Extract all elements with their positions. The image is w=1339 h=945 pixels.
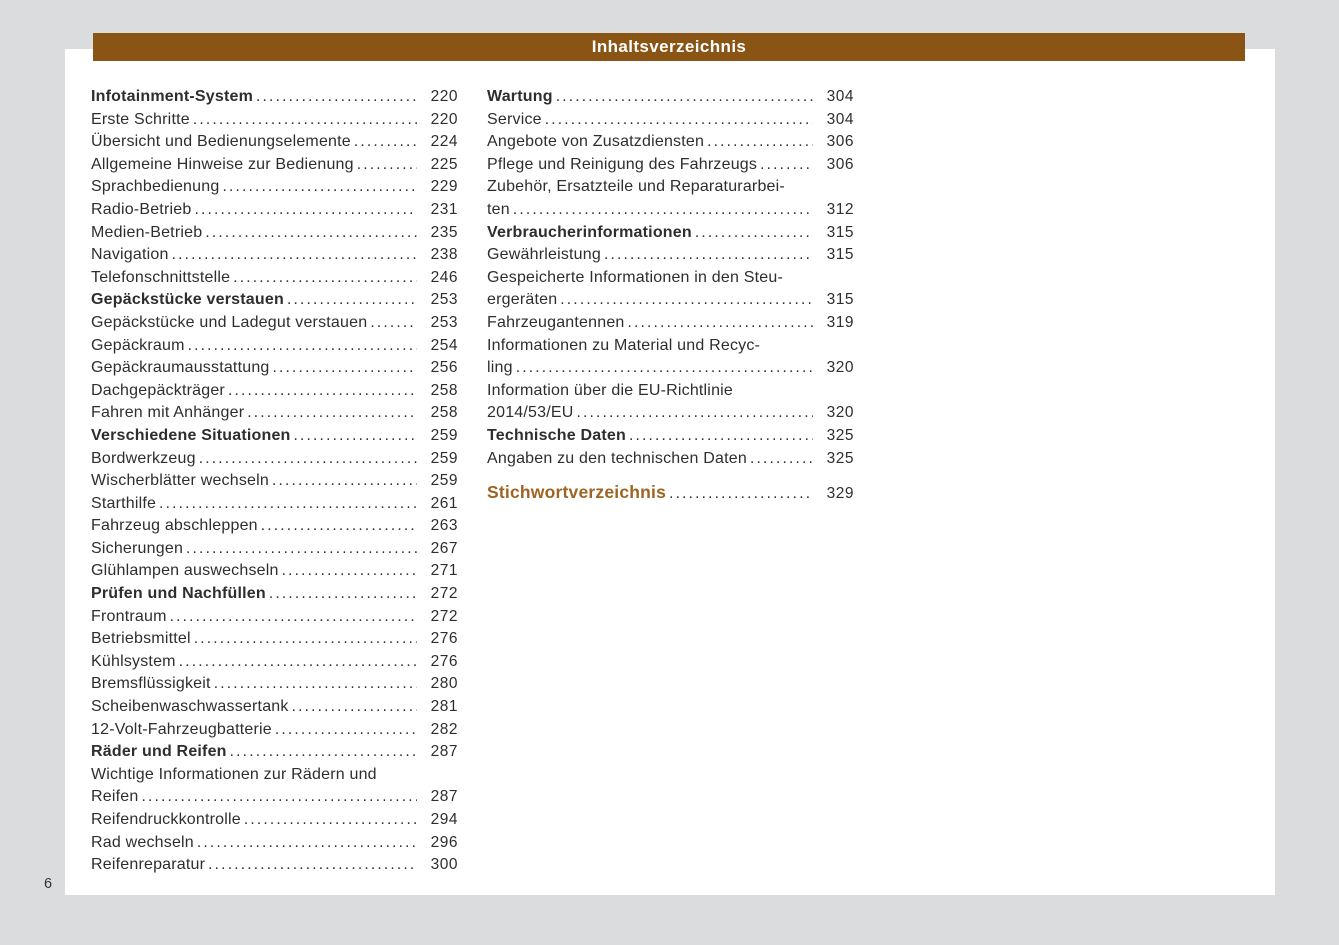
toc-entry-page-number: 287 (430, 788, 458, 806)
toc-entry-page-number: 235 (430, 223, 458, 241)
toc-entry (91, 673, 458, 696)
toc-entry-dot-leader (233, 267, 417, 290)
toc-entry-page-number: 312 (826, 200, 854, 218)
toc-entry-label: Rad wechseln (91, 833, 194, 851)
toc-entry (487, 244, 854, 267)
toc-entry-page-number: 304 (826, 88, 854, 105)
toc-entry-page-number: 320 (826, 359, 854, 377)
toc-entry (487, 154, 854, 177)
toc-header-bar (93, 33, 1245, 61)
toc-entry-label: Glühlampen auswechseln (91, 562, 279, 580)
toc-entry (91, 832, 458, 855)
toc-entry-label: Fahrzeug abschleppen (91, 517, 258, 535)
toc-entry-dot-leader (170, 606, 417, 629)
toc-entry-dot-leader (287, 289, 417, 312)
toc-entry (91, 606, 458, 629)
toc-entry (91, 764, 458, 787)
toc-entry-dot-leader (230, 741, 417, 764)
toc-entry-label: Wischerblätter wechseln (91, 472, 269, 490)
toc-entry-page-number: 254 (430, 336, 458, 354)
toc-entry-page-number: 258 (430, 404, 458, 422)
toc-entry-page-number: 281 (430, 698, 458, 716)
toc-entry-dot-leader (545, 109, 813, 132)
toc-entry-dot-leader (186, 538, 417, 561)
toc-entry-dot-leader (256, 86, 417, 109)
toc-entry (91, 719, 458, 742)
toc-entry-page-number: 220 (430, 88, 458, 105)
toc-entry-label: Wichtige Informationen zur Rädern und (91, 765, 377, 783)
toc-entry-label: Reifenreparatur (91, 856, 206, 874)
toc-entry (91, 289, 458, 312)
toc-entry (91, 696, 458, 719)
toc-entry-label: Radio-Betrieb (91, 200, 192, 218)
toc-entry-label: Navigation (91, 246, 169, 264)
toc-entry-page-number: 225 (430, 155, 458, 173)
toc-entry-page-number: 325 (826, 426, 854, 444)
toc-entry (487, 380, 854, 403)
toc-entry (91, 357, 458, 380)
toc-entry (91, 448, 458, 471)
toc-entry-label: Frontraum (91, 607, 167, 625)
toc-entry-page-number: 229 (430, 178, 458, 196)
toc-entry-dot-leader (222, 176, 417, 199)
toc-entry-dot-leader (228, 380, 417, 403)
toc-entry-dot-leader (294, 425, 417, 448)
toc-entry-dot-leader (292, 696, 417, 719)
toc-entry-label: 2014/53/EU (487, 404, 574, 422)
toc-entry-label: Bordwerkzeug (91, 449, 196, 467)
toc-entry (91, 493, 458, 516)
page-number: 6 (44, 876, 53, 892)
toc-entry (91, 425, 458, 448)
toc-entry (91, 267, 458, 290)
toc-entry-page-number: 253 (430, 313, 458, 331)
toc-entry (487, 86, 854, 109)
toc-entry-label: Pflege und Reinigung des Fahrzeugs (487, 155, 758, 173)
toc-entry-page-number: 259 (430, 472, 458, 490)
toc-entry-label: Sicherungen (91, 539, 184, 557)
toc-entry-page-number: 263 (430, 517, 458, 535)
toc-entry-label: Information über die EU-Richtlinie (487, 381, 734, 399)
toc-entry-page-number: 306 (826, 133, 854, 151)
toc-entry (91, 109, 458, 132)
toc-entry (487, 222, 854, 245)
toc-entry (91, 312, 458, 335)
toc-entry (91, 402, 458, 425)
toc-entry (91, 583, 458, 606)
toc-entry (91, 176, 458, 199)
toc-entry-dot-leader (208, 854, 417, 877)
toc-entry-label: Erste Schritte (91, 110, 190, 128)
toc-entry-page-number: 259 (430, 426, 458, 444)
toc-entry-page-number: 261 (430, 494, 458, 512)
toc-entry-label: Gepäckstücke verstauen (91, 291, 284, 309)
toc-entry-label: Gepäckstücke und Ladegut verstauen (91, 313, 368, 331)
toc-entry-dot-leader (370, 312, 417, 335)
toc-entry-label: Stichwortverzeichnis (487, 482, 667, 503)
toc-entry-label: Allgemeine Hinweise zur Bedienung (91, 155, 354, 173)
toc-entry (487, 267, 854, 290)
toc-entry-dot-leader (141, 786, 417, 809)
toc-entry (487, 448, 854, 471)
toc-entry-label: Medien-Betrieb (91, 223, 203, 241)
toc-entry-page-number: 246 (430, 268, 458, 286)
toc-entry-page-number: 231 (430, 200, 458, 218)
toc-entry-dot-leader (604, 244, 813, 267)
toc-entry (487, 109, 854, 132)
toc-entry-label: ten (487, 200, 510, 218)
toc-entry (91, 380, 458, 403)
toc-entry-page-number: 258 (430, 381, 458, 399)
toc-entry-dot-leader (628, 312, 813, 335)
toc-entry-label: Gepäckraumausstattung (91, 359, 270, 377)
toc-entry (91, 222, 458, 245)
toc-entry-page-number: 256 (430, 359, 458, 377)
toc-entry-label: Technische Daten (487, 426, 626, 444)
toc-entry-page-number: 276 (430, 630, 458, 648)
toc-entry-dot-leader (354, 131, 417, 154)
toc-entry-page-number: 315 (826, 246, 854, 264)
toc-entry (487, 357, 854, 380)
toc-entry-page-number: 280 (430, 675, 458, 693)
toc-entry-label: Prüfen und Nachfüllen (91, 585, 266, 603)
toc-entry-label: Gespeicherte Informationen in den Steu- (487, 268, 783, 286)
toc-entry-dot-leader (194, 199, 417, 222)
toc-entry-label: Zubehör, Ersatzteile und Reparaturarbei- (487, 178, 785, 196)
toc-entry-page-number: 306 (826, 155, 854, 173)
toc-entry-label: ergeräten (487, 291, 558, 309)
toc-entry-page-number: 276 (430, 652, 458, 670)
toc-entry (91, 854, 458, 877)
toc-entry-label: Übersicht und Bedienungselemente (91, 133, 351, 151)
toc-entry-page-number: 272 (430, 607, 458, 625)
toc-entry-label: 12-Volt-Fahrzeugbatterie (91, 720, 272, 738)
toc-entry-page-number: 272 (430, 585, 458, 603)
toc-entry-page-number: 282 (430, 720, 458, 738)
toc-entry-dot-leader (273, 357, 417, 380)
toc-entry-dot-leader (261, 515, 417, 538)
toc-entry-label: Gepäckraum (91, 336, 185, 354)
toc-entry (91, 154, 458, 177)
toc-entry-dot-leader (244, 809, 417, 832)
toc-entry-dot-leader (247, 402, 417, 425)
toc-entry (91, 470, 458, 493)
toc-entry-dot-leader (193, 109, 417, 132)
toc-entry (91, 786, 458, 809)
toc-entry (91, 651, 458, 674)
toc-entry-label: Fahrzeugantennen (487, 313, 625, 331)
toc-entry-page-number: 267 (430, 539, 458, 557)
toc-entry-label: Verbraucherinformationen (487, 223, 692, 241)
toc-entry-label: Bremsflüssigkeit (91, 675, 211, 693)
toc-entry-dot-leader (695, 222, 813, 245)
toc-entry (91, 86, 458, 109)
toc-entry-dot-leader (188, 335, 417, 358)
toc-entry-dot-leader (760, 154, 813, 177)
toc-entry-dot-leader (357, 154, 417, 177)
toc-entry-dot-leader (269, 583, 417, 606)
toc-entry-label: Scheibenwaschwassertank (91, 698, 289, 716)
toc-entry (487, 312, 854, 335)
toc-entry-page-number: 319 (826, 313, 854, 331)
toc-entry-label: Sprachbedienung (91, 178, 220, 196)
toc-entry-label: Reifen (91, 788, 139, 806)
toc-entry-dot-leader (560, 289, 813, 312)
toc-entry-dot-leader (272, 470, 417, 493)
toc-entry-page-number: 253 (430, 291, 458, 309)
toc-entry-label: Wartung (487, 88, 553, 105)
toc-column-right (487, 86, 854, 507)
toc-entry-label: Starthilfe (91, 494, 157, 512)
toc-entry-dot-leader (513, 199, 813, 222)
toc-entry-label: Telefonschnittstelle (91, 268, 231, 286)
toc-entry-dot-leader (556, 86, 813, 109)
toc-entry-page-number: 304 (826, 110, 854, 128)
toc-entry-page-number: 238 (430, 246, 458, 264)
toc-entry-page-number: 224 (430, 133, 458, 151)
toc-entry (487, 425, 854, 448)
toc-entry (91, 741, 458, 764)
toc-entry-dot-leader (194, 628, 417, 651)
toc-entry (487, 289, 854, 312)
toc-entry-dot-leader (172, 244, 417, 267)
toc-entry-dot-leader (516, 357, 813, 380)
toc-entry-page-number: 300 (430, 856, 458, 874)
toc-entry (91, 538, 458, 561)
toc-entry (91, 131, 458, 154)
toc-entry-label: Informationen zu Material und Recyc- (487, 336, 761, 354)
toc-entry-page-number: 220 (430, 110, 458, 128)
toc-entry (487, 176, 854, 199)
toc-column-left (91, 86, 458, 877)
toc-entry-dot-leader (199, 448, 417, 471)
toc-entry (487, 481, 854, 507)
toc-entry-dot-leader (275, 719, 417, 742)
toc-entry (91, 560, 458, 583)
toc-entry-dot-leader (669, 483, 813, 506)
toc-entry-page-number: 296 (430, 833, 458, 851)
toc-entry (487, 131, 854, 154)
toc-entry-dot-leader (577, 402, 813, 425)
toc-entry-label: Angebote von Zusatzdiensten (487, 133, 705, 151)
toc-entry-page-number: 329 (826, 485, 854, 503)
toc-entry-page-number: 259 (430, 449, 458, 467)
toc-entry (91, 199, 458, 222)
toc-entry-label: Infotainment-System (91, 88, 254, 105)
toc-entry-label: ling (487, 359, 513, 377)
toc-entry (91, 628, 458, 651)
toc-entry-label: Verschiedene Situationen (91, 426, 291, 444)
toc-entry-label: Kühlsystem (91, 652, 176, 670)
toc-entry-label: Räder und Reifen (91, 743, 227, 761)
toc-entry-label: Fahren mit Anhänger (91, 404, 245, 422)
toc-entry-page-number: 315 (826, 223, 854, 241)
toc-entry-page-number: 315 (826, 291, 854, 309)
toc-entry (91, 244, 458, 267)
toc-entry-dot-leader (750, 448, 813, 471)
toc-entry (487, 335, 854, 358)
toc-entry-label: Service (487, 110, 542, 128)
toc-entry-dot-leader (707, 131, 813, 154)
toc-entry-label: Gewährleistung (487, 246, 601, 264)
toc-entry-page-number: 287 (430, 743, 458, 761)
toc-entry-page-number: 320 (826, 404, 854, 422)
toc-entry (487, 199, 854, 222)
toc-entry-label: Angaben zu den technischen Daten (487, 449, 747, 467)
toc-entry-label: Reifendruckkontrolle (91, 811, 241, 828)
toc-entry-dot-leader (159, 493, 417, 516)
toc-entry-dot-leader (205, 222, 417, 245)
toc-entry-dot-leader (179, 651, 417, 674)
toc-entry-dot-leader (282, 560, 417, 583)
toc-entry-dot-leader (197, 832, 417, 855)
toc-entry (91, 335, 458, 358)
toc-entry-page-number: 271 (430, 562, 458, 580)
toc-entry (91, 515, 458, 538)
toc-entry-page-number: 325 (826, 449, 854, 467)
toc-entry (91, 809, 458, 832)
toc-entry-dot-leader (629, 425, 813, 448)
toc-entry-page-number: 294 (430, 811, 458, 828)
toc-title: Inhaltsverzeichnis (591, 37, 747, 56)
toc-entry-dot-leader (214, 673, 417, 696)
toc-entry-label: Betriebsmittel (91, 630, 191, 648)
toc-entry (487, 402, 854, 425)
toc-entry-label: Dachgepäckträger (91, 381, 225, 399)
